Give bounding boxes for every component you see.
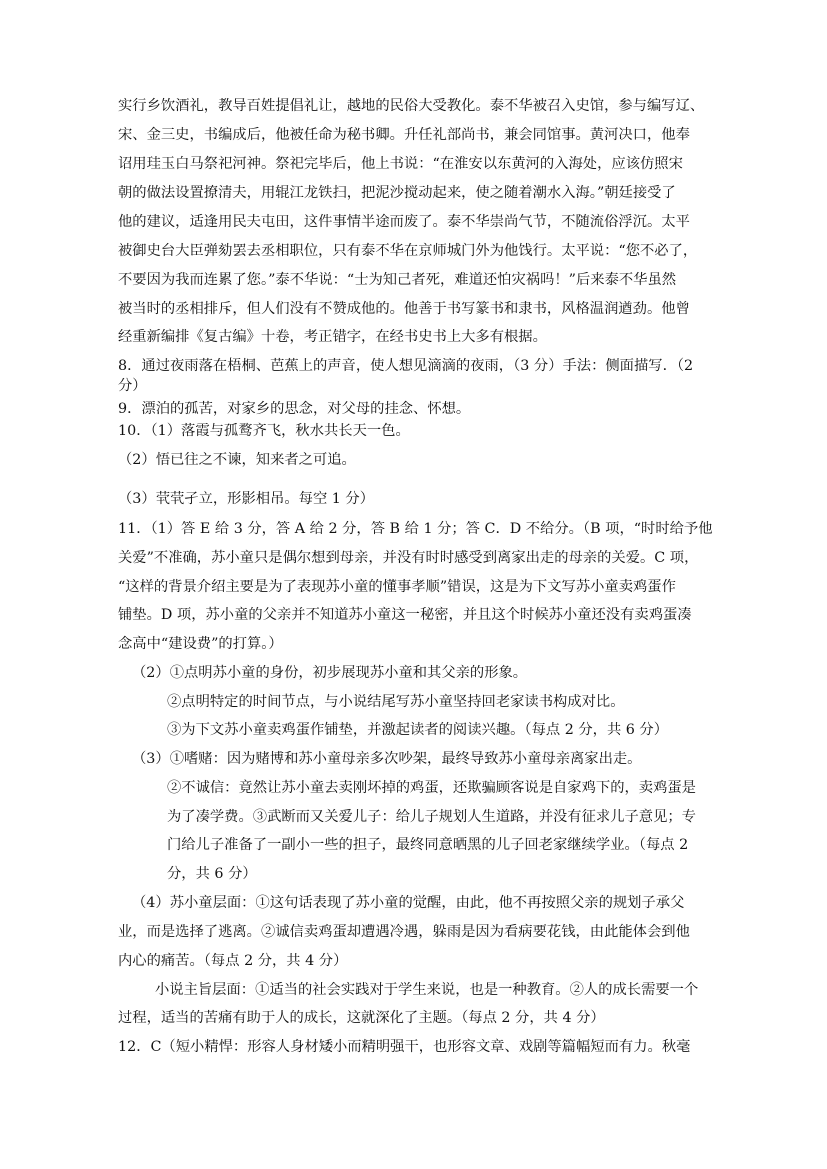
- text-line: （4）苏小童层面：①这句话表现了苏小童的觉醒，由此，他不再按照父亲的规划子承父: [132, 895, 685, 911]
- text-line: 被御史台大臣弹劾罢去丞相职位，只有泰不华在京师城门外为他饯行。太平说：“您不必了，: [118, 243, 698, 259]
- text-line: 10．（1）落霞与孤鹜齐飞，秋水共长天一色。: [118, 423, 410, 439]
- text-line: 朝的做法设置撩清夫，用辊江龙铁扫，把泥沙搅动起来，使之随着潮水入海。”朝廷接受了: [118, 185, 676, 201]
- text-line: 为了凑学费。③武断而又关爱儿子：给儿子规划人生道路，并没有征求儿子意见；专: [167, 809, 696, 825]
- text-line: 他的建议，适逢用民夫屯田，这件事情半途而废了。泰不华崇尚气节，不随流俗浮沉。太平: [118, 214, 690, 230]
- text-line: （3）茕茕孑立，形影相吊。每空 1 分）: [118, 491, 375, 507]
- text-line: 过程，适当的苦痛有助于人的成长，这就深化了主题。（每点 2 分，共 4 分）: [118, 1010, 605, 1026]
- text-line: ③为下文苏小童卖鸡蛋作铺垫，并激起读者的阅读兴趣。（每点 2 分，共 6 分）: [167, 722, 669, 738]
- text-line: 被当时的丞相排斥，但人们没有不赞成他的。他善于书写篆书和隶书，风格温润遒劲。他曾: [118, 301, 690, 317]
- text-line: ②不诚信：竟然让苏小童去卖刚坏掉的鸡蛋，还欺骗顾客说是自家鸡下的，卖鸡蛋是: [167, 780, 696, 796]
- text-line: 实行乡饮酒礼，教导百姓提倡礼让，越地的民俗大受教化。泰不华被召入史馆，参与编写辽、: [118, 98, 705, 114]
- text-line: 念高中“建设费”的打算。）: [118, 636, 283, 652]
- text-line: 不要因为我而连累了您。”泰不华说：“士为知己者死，难道还怕灾祸吗！”后来泰不华虽然: [118, 272, 677, 288]
- text-line: 宋、金三史，书编成后，他被任命为秘书卿。升任礼部尚书，兼会同馆事。黄河决口，他奉: [118, 127, 690, 143]
- text-line: ②点明特定的时间节点，与小说结尾写苏小童坚持回老家读书构成对比。: [167, 694, 625, 710]
- text-line: 关爱”不准确，苏小童只是偶尔想到母亲，并没有时时感受到离家出走的母亲的关爱。C 项，: [118, 550, 699, 566]
- text-line: 小说主旨层面：①适当的社会实践对于学生来说，也是一种教育。②人的成长需要一个: [155, 982, 699, 998]
- text-line: 分，共 6 分）: [167, 866, 257, 882]
- text-line: （2）悟已往之不谏，知来者之可追。: [118, 452, 356, 468]
- text-line: 铺垫。D 项，苏小童的父亲并不知道苏小童这一秘密，并且这个时候苏小童还没有卖鸡蛋凑: [118, 607, 692, 623]
- text-line: （2）①点明苏小童的身份，初步展现苏小童和其父亲的形象。: [132, 665, 528, 681]
- text-line: 11．（1）答 E 给 3 分，答 A 给 2 分，答 B 给 1 分；答 C．D 不给分。（B 项，“时时给予他: [118, 521, 713, 537]
- text-line: 9．漂泊的孤苦，对家乡的思念，对父母的挂念、怀想。: [118, 401, 471, 417]
- text-line: 诏用珪玉白马祭祀河神。祭祀完毕后，他上书说：“在淮安以东黄河的入海处，应该仿照宋: [118, 156, 683, 172]
- text-line: “这样的背景介绍主要是为了表现苏小童的懂事孝顺”错误，这是为下文写苏小童卖鸡蛋作: [118, 579, 676, 595]
- text-line: （3）①嗜赌：因为赌博和苏小童母亲多次吵架，最终导致苏小童母亲离家出走。: [132, 751, 642, 767]
- text-line: 12．C（短小精悍：形容人身材矮小而精明强干，也形容文章、戏剧等篇幅短而有力。秋毫: [118, 1039, 691, 1055]
- text-line: 业，而是选择了逃离。②诚信卖鸡蛋却遭遇冷遇，躲雨是因为看病要花钱，由此能体会到他: [118, 924, 690, 940]
- text-line: 内心的痛苦。（每点 2 分，共 4 分）: [118, 953, 348, 969]
- text-line: 分）: [118, 378, 147, 394]
- text-line: 经重新编排《复古编》十卷，考正错字，在经书史书上大多有根据。: [118, 329, 547, 345]
- text-line: 8．通过夜雨落在梧桐、芭蕉上的声音，使人想见滴滴的夜雨，（3 分）手法：侧面描写．（2: [118, 358, 694, 374]
- text-line: 门给儿子准备了一副小一些的担子，最终同意晒黑的儿子回老家继续学业。（每点 2: [167, 837, 689, 853]
